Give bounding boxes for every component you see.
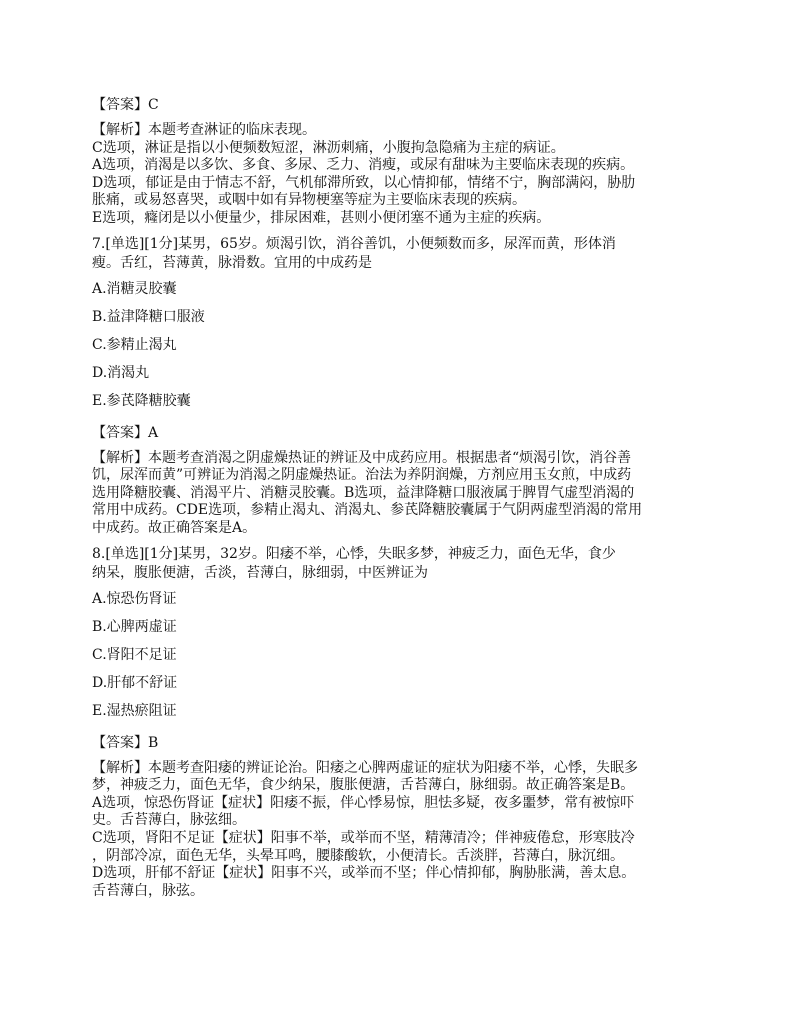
- spacer: [92, 273, 706, 280]
- explanation-line: 【解析】本题考查阳痿的辨证论治。阳痿之心脾两虚证的症状为阳痿不举，心悸，失眠多: [92, 759, 638, 776]
- answer-label: 【答案】A: [92, 424, 159, 441]
- spacer: [92, 538, 706, 545]
- explanation-line: A选项，消渴是以多饮、多食、多尿、乏力、消瘦，或尿有甜味为主要临床表现的疾病。: [92, 157, 635, 174]
- explanation-line: 【解析】本题考查淋证的临床表现。: [92, 122, 316, 138]
- explanation-line: C选项，淋证是指以小便频数短涩，淋沥刺痛，小腹拘急隐痛为主症的病证。: [92, 139, 565, 156]
- explanation-line: 中成药。故正确答案是A。: [92, 519, 257, 536]
- explanation-line: 胀痛，或易怒喜哭，或咽中如有异物梗塞等症为主要临床表现的疾病。: [92, 192, 526, 209]
- spacer: [92, 443, 706, 450]
- explanation-line: 梦，神疲乏力，面色无华，食少纳呆，腹胀便溏，舌苔薄白，脉细弱。故正确答案是B。: [92, 777, 635, 794]
- explanation-line: 【解析】本题考查消渴之阴虚燥热证的辨证及中成药应用。根据患者“烦渴引饮，消谷善: [92, 449, 632, 466]
- options-block: [92, 280, 706, 411]
- question-block: [92, 545, 706, 583]
- explain-block: [92, 760, 706, 901]
- question-text: 纳呆，腹胀便溏，舌淡，苔薄白，脉细弱，中医辨证为: [92, 564, 428, 581]
- options-block: [92, 590, 706, 721]
- spacer: [92, 583, 706, 590]
- option-item: D.肝郁不舒证: [92, 674, 178, 691]
- explanation-line: E选项，癃闭是以小便量少，排尿困难，甚则小便闭塞不通为主症的疾病。: [92, 209, 551, 226]
- option-item: C.参精止渴丸: [92, 336, 177, 353]
- explanation-line: D选项，郁证是由于情志不舒，气机郁滞所致，以心情抑郁，情绪不宁，胸部满闷，胁肋: [92, 174, 636, 191]
- option-item: E.湿热瘀阻证: [92, 702, 177, 719]
- explanation-line: A选项，惊恐伤肾证【症状】阳痿不振，伴心悸易惊，胆怯多疑，夜多噩梦，常有被惊吓: [92, 794, 635, 811]
- option-item: B.心脾两虚证: [92, 618, 177, 635]
- question-text: 8.[单选][1分]某男，32岁。阳痿不举，心悸，失眠多梦，神疲乏力，面色无华，食少: [92, 545, 616, 562]
- explanation-line: 史。舌苔薄白，脉弦细。: [92, 812, 246, 829]
- question-text: 瘦。舌红，苔薄黄，脉滑数。宜用的中成药是: [92, 254, 372, 271]
- explanation-line: C选项，肾阳不足证【症状】阳事不举，或举而不坚，精薄清冷；伴神疲倦怠，形寒肢冷: [92, 829, 635, 846]
- option-item: E.参芪降糖胶囊: [92, 392, 191, 409]
- explanation-line: ，阴部冷凉，面色无华，头晕耳鸣，腰膝酸软，小便清长。舌淡胖，苔薄白，脉沉细。: [92, 847, 624, 864]
- spacer: [92, 753, 706, 760]
- option-item: D.消渴丸: [92, 364, 150, 381]
- option-item: A.消糖灵胶囊: [92, 280, 177, 297]
- explain-block: [92, 450, 706, 538]
- answer-block: [92, 96, 706, 115]
- option-item: C.肾阳不足证: [92, 646, 177, 663]
- spacer: [92, 115, 706, 122]
- option-item: B.益津降糖口服液: [92, 308, 205, 325]
- explanation-line: D选项，肝郁不舒证【症状】阳事不兴，或举而不坚；伴心情抑郁，胸胁胀满，善太息。: [92, 865, 636, 882]
- answer-label: 【答案】C: [92, 97, 159, 113]
- spacer: [92, 228, 706, 235]
- explanation-line: 舌苔薄白，脉弦。: [92, 882, 204, 899]
- explain-block: [92, 122, 706, 228]
- explanation-line: 常用中成药。CDE选项，参精止渴丸、消渴丸、参芪降糖胶囊属于气阴两虚型消渴的常用: [92, 502, 643, 519]
- question-block: [92, 235, 706, 273]
- question-text: 7.[单选][1分]某男，65岁。烦渴引饮，消谷善饥，小便频数而多，尿浑而黄，形体消: [92, 235, 616, 252]
- explanation-line: 选用降糖胶囊、消渴平片、消糖灵胶囊。B选项，益津降糖口服液属于脾胃气虚型消渴的: [92, 484, 635, 501]
- answer-label: 【答案】B: [92, 734, 159, 751]
- option-item: A.惊恐伤肾证: [92, 590, 177, 607]
- question-content: [92, 96, 706, 900]
- answer-block: [92, 734, 706, 753]
- explanation-line: 饥，尿浑而黄”可辨证为消渴之阴虚燥热证。治法为养阴润燥，方剂应用玉女煎，中成药: [92, 467, 632, 484]
- answer-block: [92, 424, 706, 443]
